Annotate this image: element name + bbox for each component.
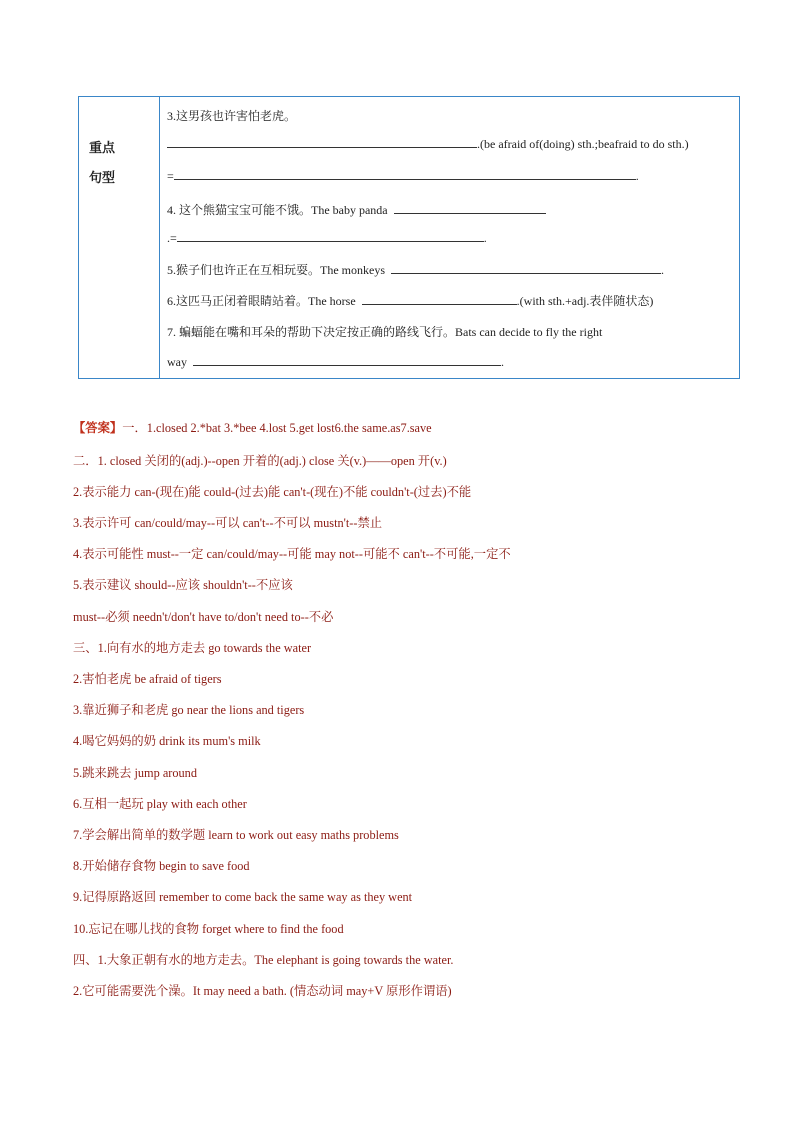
row-7-answer-line [167, 355, 504, 370]
way-word: way [167, 355, 187, 369]
answer-line: 2.它可能需要洗个澡。It may need a bath. (情态动词 may+V 原形作谓语) [73, 984, 452, 998]
answer-line: 8.开始储存食物 begin to save food [73, 859, 250, 873]
row-6-hint: .(with sth.+adj.表伴随状态) [516, 294, 654, 308]
row-4-equivalent-line [167, 231, 487, 246]
row-5-line [167, 261, 664, 278]
row-5-prompt: 5.猴子们也许正在互相玩耍。The monkeys [167, 263, 385, 277]
answer-line: 2.表示能力 can-(现在)能 could-(过去)能 can't-(现在)不能 couldn't-(过去)不能 [73, 485, 472, 499]
answer-blank[interactable] [174, 170, 636, 180]
answer-line: 3.靠近狮子和老虎 go near the lions and tigers [73, 703, 305, 717]
row-6-line [167, 292, 653, 309]
period: . [661, 263, 664, 277]
answer-line: 4.喝它妈妈的奶 drink its mum's milk [73, 734, 261, 748]
answer-header-line [73, 418, 432, 436]
answer-line: 4.表示可能性 must--一定 can/could/may--可能 may not--可能不 can't--不可能,一定不 [73, 547, 511, 561]
answer-line: 四、1.大象正朝有水的地方走去。The elephant is going towards the water. [73, 953, 454, 967]
answer-line: 5.跳来跳去 jump around [73, 766, 197, 780]
answer-blank[interactable] [391, 264, 661, 274]
row-6-prompt: 6.这匹马正闭着眼睛站着。The horse [167, 294, 356, 308]
answer-blank[interactable] [394, 204, 546, 214]
answer-line: 10.忘记在哪儿找的食物 forget where to find the food [73, 922, 344, 936]
row-3-hint: .(be afraid of(doing) sth.;beafraid to do sth.) [477, 137, 689, 151]
answer-line: 3.表示许可 can/could/may--可以 can't--不可以 mustn't--禁止 [73, 516, 383, 530]
row-3-equivalent-line [167, 169, 639, 184]
key-sentence-table [78, 96, 740, 379]
answer-line: 三、1.向有水的地方走去 go towards the water [73, 641, 312, 655]
period: . [501, 355, 504, 369]
row-4-prompt: 4. 这个熊猫宝宝可能不饿。The baby panda [167, 203, 388, 217]
answer-section-1: 一．1.closed 2.*bat 3.*bee 4.lost 5.get lost6.the same.as7.save [122, 421, 432, 435]
answer-blank[interactable] [177, 232, 484, 242]
label-key: 重点 [89, 141, 116, 156]
answer-line: 7.学会解出简单的数学题 learn to work out easy maths problems [73, 828, 399, 842]
row-3-answer-line [167, 137, 689, 152]
equals-sign: .= [167, 231, 177, 245]
period: . [635, 169, 639, 183]
answer-header: 【答案】 [73, 421, 123, 435]
answer-line: 二．1. closed 关闭的(adj.)--open 开着的(adj.) close 关(v.)——open 开(v.) [73, 454, 447, 468]
row-4-line [167, 201, 546, 218]
answer-line: 2.害怕老虎 be afraid of tigers [73, 672, 222, 686]
answer-blank[interactable] [193, 356, 501, 366]
label-pattern: 句型 [89, 171, 116, 186]
answer-line: 5.表示建议 should--应该 shouldn't--不应该 [73, 578, 293, 592]
column-divider [159, 97, 160, 378]
answer-line: must--必须 needn't/don't have to/don't need to--不必 [73, 610, 334, 624]
answer-line: 6.互相一起玩 play with each other [73, 797, 247, 811]
answer-blank[interactable] [167, 138, 477, 148]
period: . [483, 231, 487, 245]
answer-line: 9.记得原路返回 remember to come back the same way as they went [73, 890, 413, 904]
equals-sign: = [167, 169, 174, 183]
row-3-prompt: 3.这男孩也许害怕老虎。 [167, 109, 297, 123]
row-7-prompt: 7. 蝙蝠能在嘴和耳朵的帮助下决定按正确的路线飞行。Bats can decide to fly the right [167, 325, 603, 339]
answer-blank[interactable] [362, 295, 517, 305]
